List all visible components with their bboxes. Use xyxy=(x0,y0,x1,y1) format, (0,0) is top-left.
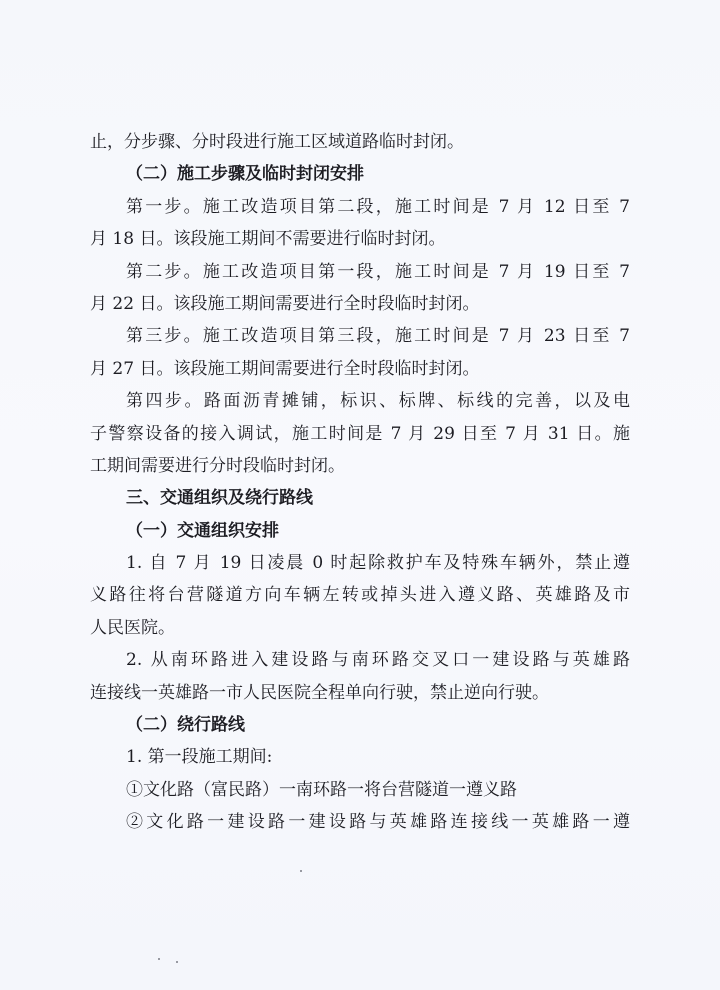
paragraph-line: 1. 第一段施工期间: xyxy=(126,747,273,768)
paragraph-line: 第一步。施工改造项目第二段，施工时间是 7 月 12 日至 7 xyxy=(126,196,630,217)
paragraph-line: 第三步。施工改造项目第三段，施工时间是 7 月 23 日至 7 xyxy=(126,326,630,347)
paragraph-line: 第四步。路面沥青摊铺，标识、标牌、标线的完善，以及电 xyxy=(126,391,630,412)
route-item: ②文化路一建设路一建设路与英雄路连接线一英雄路一遵 xyxy=(126,812,630,833)
paragraph-line: 子警察设备的接入调试，施工时间是 7 月 29 日至 7 月 31 日。施 xyxy=(90,423,630,444)
scan-speck xyxy=(300,870,302,872)
paragraph-line: 2. 从南环路进入建设路与南环路交叉口一建设路与英雄路 xyxy=(126,650,630,671)
paragraph-line: 月 27 日。该段施工期间需要进行全时段临时封闭。 xyxy=(90,358,480,379)
paragraph-line: 月 18 日。该段施工期间不需要进行临时封闭。 xyxy=(90,229,446,250)
paragraph-line: 第二步。施工改造项目第一段，施工时间是 7 月 19 日至 7 xyxy=(126,261,630,282)
document-body xyxy=(90,126,630,839)
subheading-construction-steps: （二）施工步骤及临时封闭安排 xyxy=(126,164,364,185)
section-heading-traffic: 三、交通组织及绕行路线 xyxy=(126,488,313,509)
paragraph-line: 工期间需要进行分时段临时封闭。 xyxy=(90,455,345,476)
paragraph-line: 止，分步骤、分时段进行施工区域道路临时封闭。 xyxy=(90,132,464,152)
paragraph-line: 1. 自 7 月 19 日凌晨 0 时起除救护车及特殊车辆外，禁止遵 xyxy=(126,553,630,574)
subheading-traffic-organization: （一）交通组织安排 xyxy=(126,520,279,541)
paragraph-line: 人民医院。 xyxy=(90,617,175,638)
route-item: ①文化路（富民路）一南环路一将台营隧道一遵义路 xyxy=(126,779,517,800)
scan-speck xyxy=(176,961,178,963)
scan-speck xyxy=(158,958,160,960)
paragraph-line: 月 22 日。该段施工期间需要进行全时段临时封闭。 xyxy=(90,293,480,314)
subheading-detour-routes: （二）绕行路线 xyxy=(126,715,245,736)
paragraph-line: 义路往将台营隧道方向车辆左转或掉头进入遵义路、英雄路及市 xyxy=(90,585,630,606)
paragraph-line: 连接线一英雄路一市人民医院全程单向行驶，禁止逆向行驶。 xyxy=(90,682,549,703)
